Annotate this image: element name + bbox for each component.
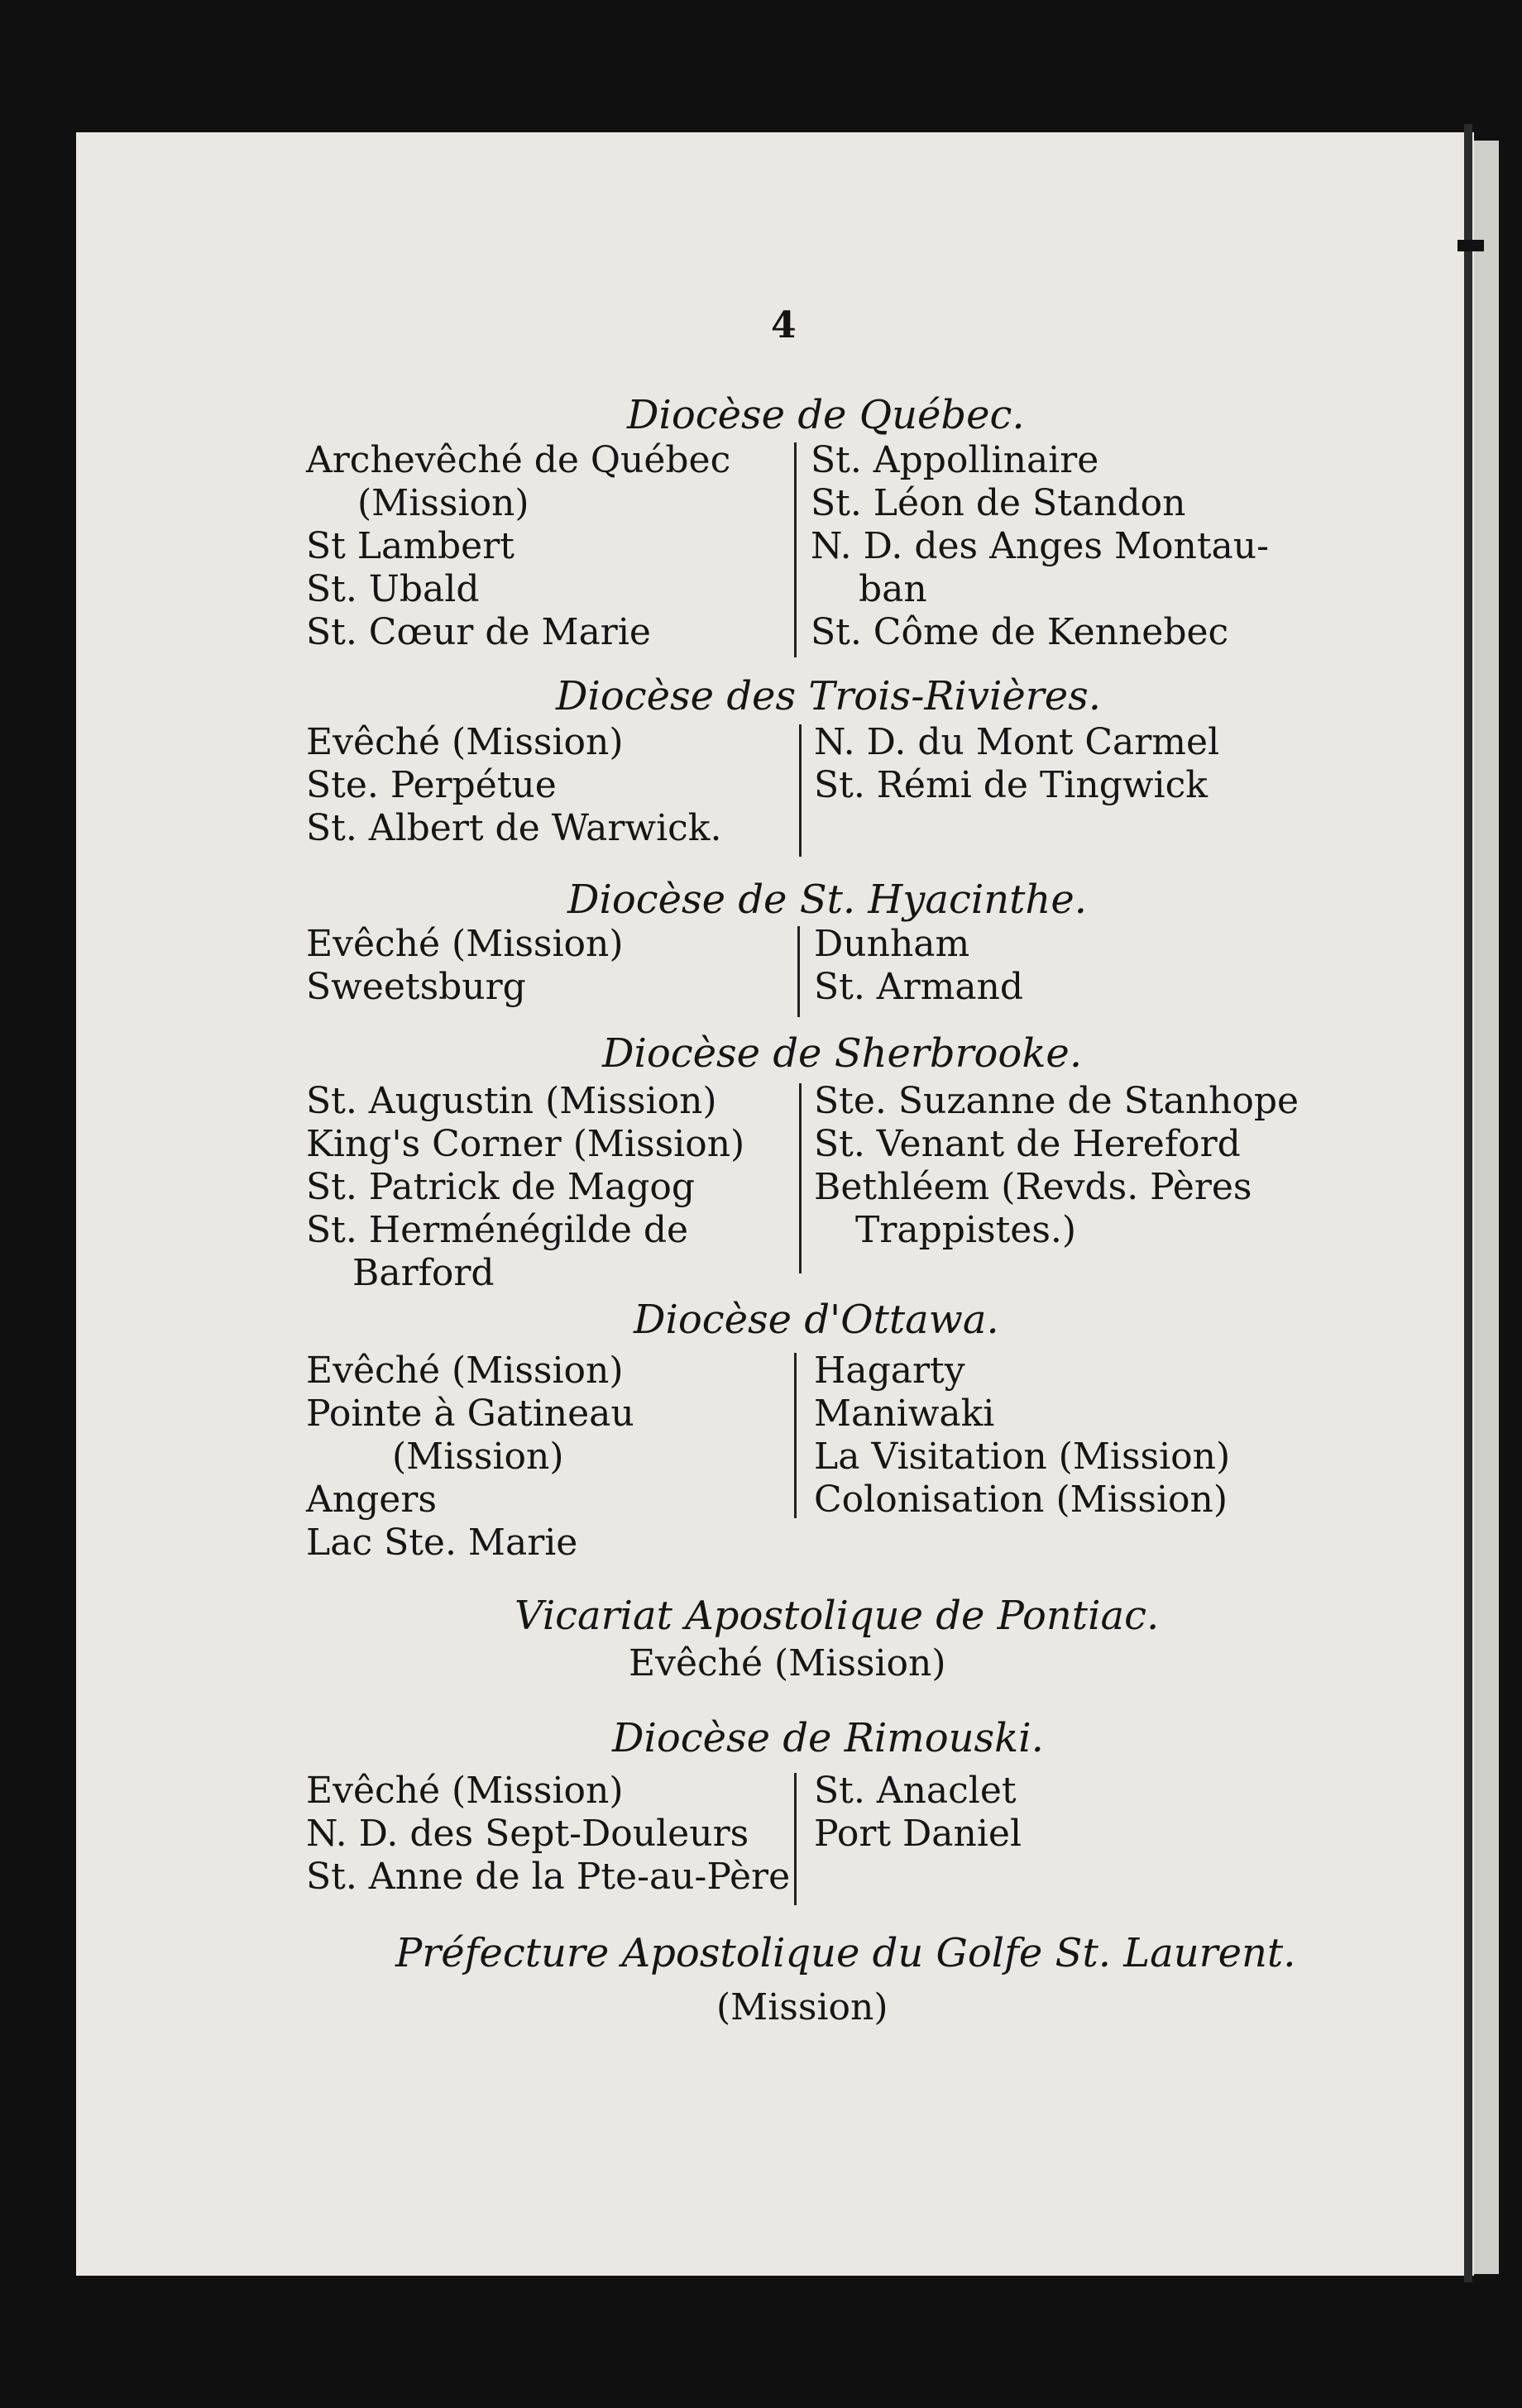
column-divider [794, 1353, 797, 1518]
right-entry: St. Côme de Kennebec [811, 611, 1229, 653]
left-entry: St. Augustin (Mission) [306, 1080, 717, 1122]
right-entry: St. Rémi de Tingwick [814, 764, 1208, 806]
right-entry: St. Anaclet [814, 1770, 1017, 1812]
left-entry: Archevêché de Québec [306, 439, 731, 481]
left-entry: Evêché (Mission) [306, 1350, 624, 1392]
column-divider [799, 724, 802, 857]
left-entry: St. Ubald [306, 568, 480, 610]
left-entry: Sweetsburg [306, 966, 526, 1008]
section-heading: Préfecture Apostolique du Golfe St. Laurent. [395, 1930, 1296, 1976]
left-entry: Evêché (Mission) [306, 721, 624, 763]
right-entry: La Visitation (Mission) [814, 1436, 1231, 1478]
left-entry: Pointe à Gatineau [306, 1393, 634, 1435]
left-entry: Ste. Perpétue [306, 764, 557, 806]
left-entry: Lac Ste. Marie [306, 1522, 578, 1564]
right-entry: Port Daniel [814, 1813, 1022, 1855]
section-heading: Diocèse de Sherbrooke. [602, 1030, 1083, 1077]
left-entry: Evêché (Mission) [306, 923, 624, 965]
right-entry: N. D. des Anges Montau- [811, 525, 1269, 567]
right-entry: Maniwaki [814, 1393, 995, 1435]
right-entry: Trappistes.) [855, 1209, 1077, 1251]
left-entry: (Mission) [392, 1436, 564, 1478]
section-heading: Vicariat Apostolique de Pontiac. [515, 1593, 1160, 1639]
section-heading: Diocèse de Québec. [627, 392, 1025, 438]
spine-marker [1457, 240, 1484, 251]
page-number: 4 [771, 304, 797, 346]
left-entry: N. D. des Sept-Douleurs [306, 1813, 749, 1855]
right-entry: St. Léon de Standon [811, 482, 1186, 524]
column-divider [797, 926, 800, 1017]
center-entry: (Mission) [716, 1986, 888, 2028]
facing-page-edge [1474, 141, 1499, 2274]
left-entry: Angers [306, 1479, 437, 1521]
left-entry: St. Patrick de Magog [306, 1166, 696, 1208]
left-entry: St. Anne de la Pte-au-Père [306, 1856, 791, 1898]
left-entry: (Mission) [357, 482, 529, 524]
right-entry: N. D. du Mont Carmel [814, 721, 1220, 763]
column-divider [794, 442, 797, 657]
center-entry: Evêché (Mission) [629, 1642, 946, 1684]
right-entry: Dunham [814, 923, 970, 965]
right-entry: ban [859, 568, 927, 610]
left-entry: St. Albert de Warwick. [306, 807, 722, 849]
left-entry: King's Corner (Mission) [306, 1123, 745, 1165]
right-entry: St. Venant de Hereford [814, 1123, 1241, 1165]
section-heading: Diocèse d'Ottawa. [634, 1297, 999, 1343]
right-entry: St. Armand [814, 966, 1024, 1008]
left-entry: St Lambert [306, 525, 515, 567]
right-entry: Ste. Suzanne de Stanhope [814, 1080, 1299, 1122]
section-heading: Diocèse des Trois-Rivières. [556, 673, 1102, 719]
right-entry: Hagarty [814, 1350, 965, 1392]
left-entry: St. Cœur de Marie [306, 611, 651, 653]
right-entry: Bethléem (Revds. Pères [814, 1166, 1252, 1208]
left-entry: Evêché (Mission) [306, 1770, 624, 1812]
section-heading: Diocèse de Rimouski. [612, 1715, 1044, 1761]
right-entry: Colonisation (Mission) [814, 1479, 1228, 1521]
column-divider [794, 1773, 797, 1905]
left-entry: Barford [352, 1252, 495, 1294]
column-divider [799, 1083, 802, 1273]
right-entry: St. Appollinaire [811, 439, 1099, 481]
section-heading: Diocèse de St. Hyacinthe. [567, 877, 1088, 923]
left-entry: St. Herménégilde de [306, 1209, 689, 1251]
book-spine [1464, 124, 1472, 2282]
